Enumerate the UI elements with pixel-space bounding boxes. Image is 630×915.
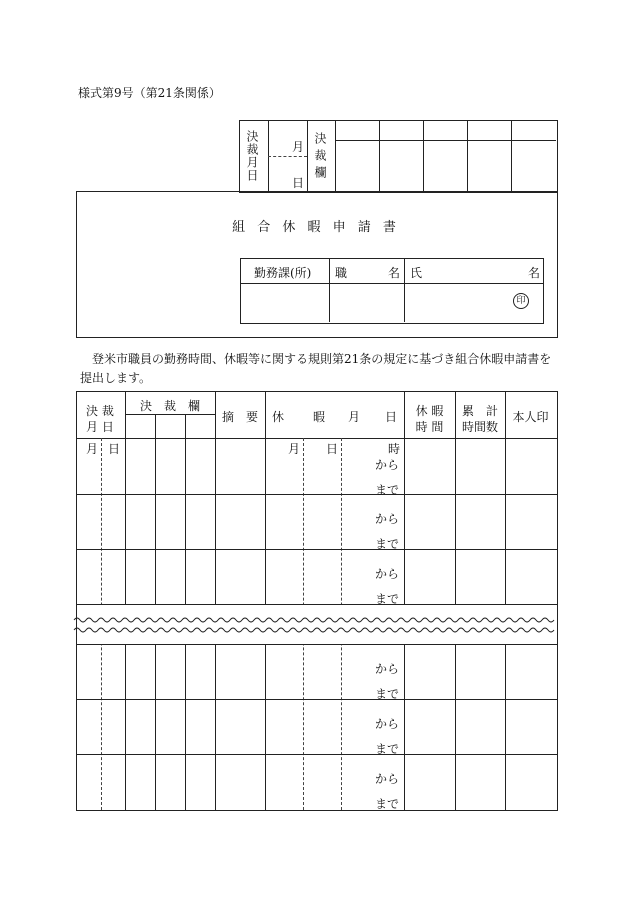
- col-personal-seal: 本人印: [512, 410, 549, 424]
- row2-to: まで: [375, 537, 400, 551]
- row3-from: から: [375, 567, 400, 581]
- row6-from: から: [375, 772, 400, 786]
- form-number: 様式第9号（第21条関係）: [78, 86, 221, 100]
- row1-leave-day: 日: [326, 442, 339, 456]
- row1-decision-day: 日: [108, 442, 121, 456]
- col-summary: 摘 要: [221, 410, 258, 424]
- position-header-b: 名: [388, 266, 401, 280]
- name-header-a: 氏: [410, 266, 423, 280]
- col-decision-date-2: 月 日: [86, 420, 114, 434]
- row1-from: から: [375, 458, 400, 472]
- row1-to: まで: [375, 483, 400, 497]
- col-decision-date-1: 決 裁: [86, 404, 114, 418]
- row3-to: まで: [375, 592, 400, 606]
- seal-mark-text: 印: [516, 296, 526, 306]
- leave-table: [76, 391, 558, 811]
- name-header-b: 名: [528, 266, 541, 280]
- col-leave-time-1: 休 暇: [415, 404, 444, 418]
- row5-to: まで: [375, 742, 400, 756]
- row4-from: から: [375, 662, 400, 676]
- dept-header: 勤務課(所): [254, 266, 312, 280]
- form-title: 組 合 休 暇 申 請 書: [232, 220, 400, 235]
- col-cumulative-2: 時間数: [461, 420, 498, 434]
- row1-decision-month: 月: [86, 442, 99, 456]
- col-leave-time-2: 時 間: [415, 420, 444, 434]
- position-header-a: 職: [335, 266, 348, 280]
- row6-to: まで: [375, 797, 400, 811]
- seal-mark: [513, 293, 529, 309]
- row1-leave-month: 月: [288, 442, 301, 456]
- decision-date-label: 決裁月日: [245, 130, 259, 182]
- break-wave-lines: [70, 612, 560, 638]
- row5-from: から: [375, 717, 400, 731]
- approval-column-label: 決裁欄: [313, 132, 327, 183]
- col-cumulative-1: 累 計: [461, 404, 498, 418]
- row2-from: から: [375, 512, 400, 526]
- top-month-label: 月: [292, 140, 305, 154]
- statement-text: 登米市職員の勤務時間、休暇等に関する規則第21条の規定に基づき組合休暇申請書を提出します。: [80, 352, 552, 385]
- top-day-label: 日: [292, 176, 305, 190]
- row1-hour: 時: [388, 442, 401, 456]
- col-leave-date-1: 休: [272, 410, 285, 424]
- col-leave-date-3: 月: [348, 410, 361, 424]
- row4-to: まで: [375, 687, 400, 701]
- col-approval: 決 裁 欄: [139, 399, 200, 413]
- col-leave-date-2: 暇: [313, 410, 326, 424]
- col-leave-date-4: 日: [385, 410, 398, 424]
